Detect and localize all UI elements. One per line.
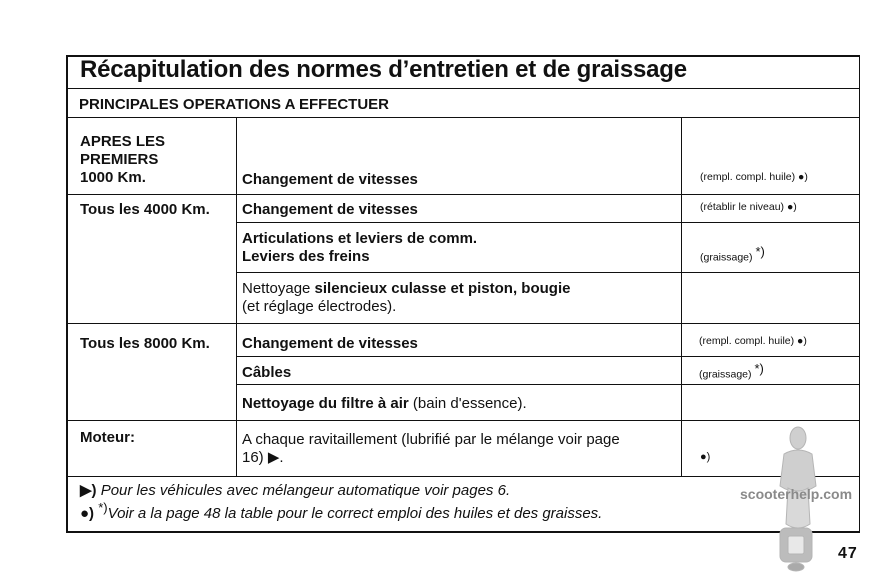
note-oil-change-1: (rempl. compl. huile) ●) (700, 171, 808, 183)
divider-title (66, 88, 860, 89)
divider-row5 (236, 356, 860, 357)
page-number: 47 (838, 545, 858, 562)
operation-gearbox-3: Changement de vitesses (242, 335, 418, 352)
divider-row4 (66, 323, 860, 324)
column-divider-1 (236, 117, 237, 476)
operation-gearbox-1: Changement de vitesses (242, 171, 418, 188)
operation-articulations: Articulations et leviers de comm. Leviers des freins (242, 230, 478, 265)
interval-8000: Tous les 8000 Km. (80, 335, 210, 352)
divider-row8 (66, 476, 860, 477)
section-header: PRINCIPALES OPERATIONS A EFFECTUER (79, 96, 390, 113)
interval-4000: Tous les 4000 Km. (80, 201, 210, 218)
operation-gearbox-2: Changement de vitesses (242, 201, 418, 218)
watermark-text: scooterhelp.com (740, 486, 853, 502)
divider-row1 (66, 194, 860, 195)
operation-cables: Câbles (242, 364, 292, 381)
note-greasing-1: (graissage) *) (700, 244, 765, 264)
divider-row3 (236, 272, 860, 273)
interval-engine: Moteur: (80, 429, 135, 446)
divider-row6 (236, 384, 860, 385)
note-oil-change-2: (rempl. compl. huile) ●) (699, 335, 807, 347)
divider-section (66, 117, 860, 118)
divider-row2 (236, 222, 860, 223)
page-title: Récapitulation des normes d’entretien et de graissage (80, 56, 687, 83)
footnote-mixer: ▶) Pour les véhicules avec mélangeur automatique voir pages 6. (80, 482, 511, 499)
operation-refuel: A chaque ravitaillement (lubrifié par le mélange voir page 16) ▶. (242, 431, 620, 466)
note-bullet: ●) (700, 451, 711, 463)
column-divider-2 (681, 117, 682, 476)
note-level-restore: (rétablir le niveau) ●) (700, 201, 797, 213)
divider-row7 (66, 420, 860, 421)
operation-air-filter: Nettoyage du filtre à air (bain d'essence). (242, 395, 527, 412)
footnote-oils: ●) *)Voir a la page 48 la table pour le correct emploi des huiles et des graisses. (80, 500, 603, 522)
operation-cleaning: Nettoyage silencieux culasse et piston, bougie (et réglage électrodes). (242, 280, 571, 315)
note-greasing-2: (graissage) *) (699, 361, 764, 381)
interval-first-1000: APRES LES PREMIERS 1000 Km. (80, 133, 166, 186)
